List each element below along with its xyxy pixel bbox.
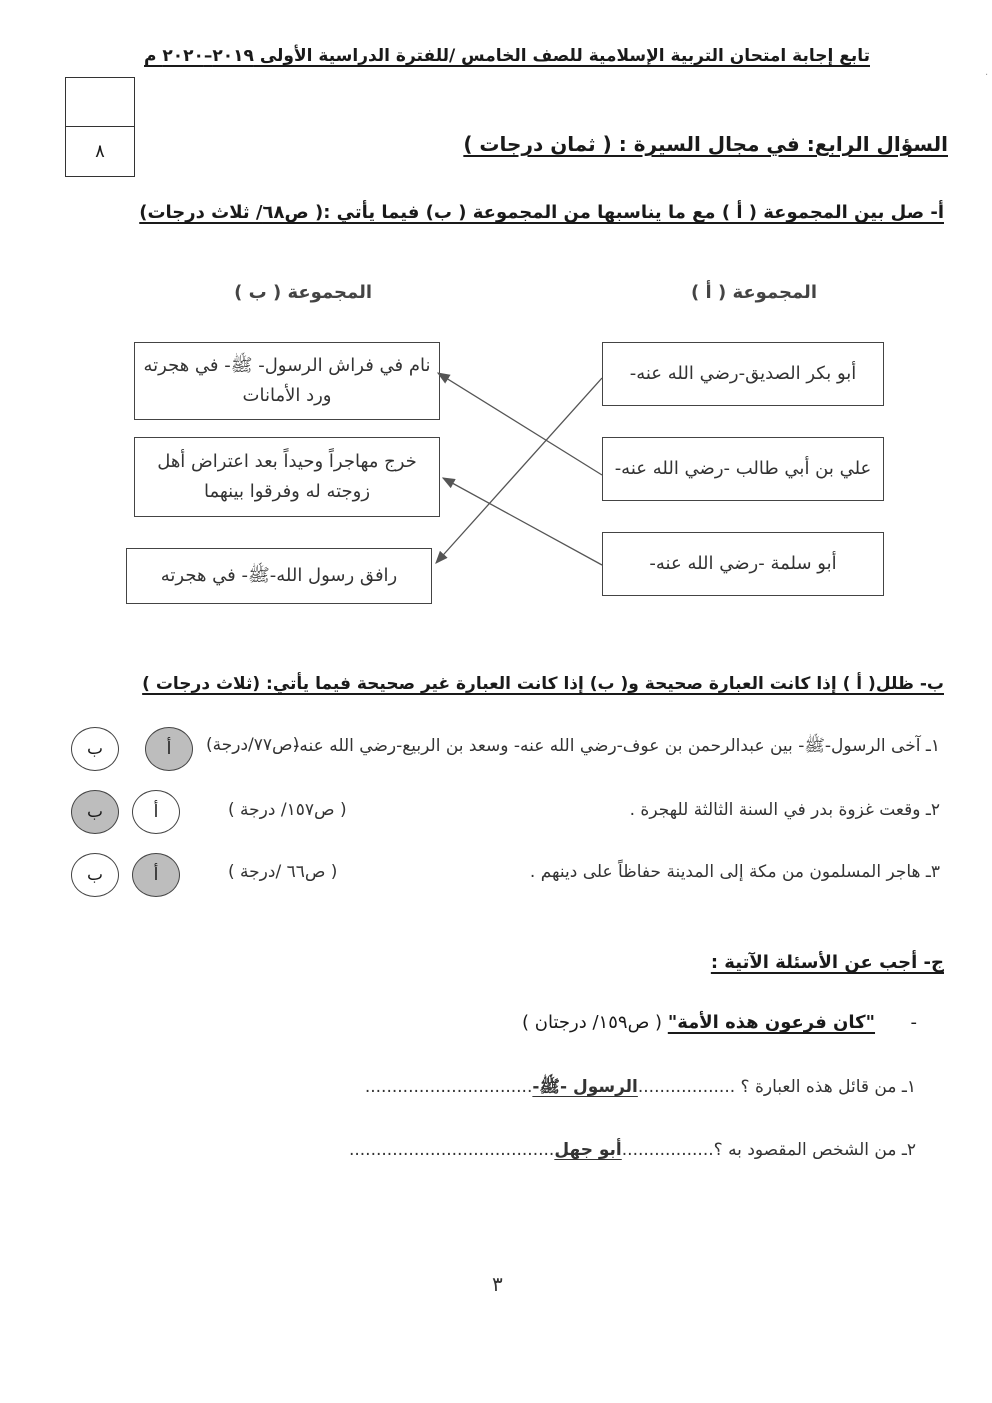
answer-text: الرسول -ﷺ- <box>532 1077 638 1097</box>
group-b-item <box>134 342 440 420</box>
quote-line <box>522 1012 917 1033</box>
match-arrow-3 <box>443 478 602 565</box>
group-b-item <box>126 548 432 604</box>
qa-line-1 <box>365 1076 916 1101</box>
tf-statement-3: ٣ـ هاجر المسلمون من مكة إلى المدينة حفاظاً على دينهم . <box>529 862 940 882</box>
qa-line-2 <box>349 1140 916 1160</box>
part-b-title: ب- ظلل( أ ) إذا كانت العبارة صحيحة و( ب) إذا كانت العبارة غير صحيحة فيما يأتي: (ثلاث درجات ) <box>142 674 944 694</box>
part-a-title: أ- صل بين المجموعة ( أ ) مع ما يناسبها من المجموعة ( ب) فيما يأتي :( ص٦٨/ ثلاث درجات) <box>139 202 944 223</box>
group-a-item-text: علي بن أبي طالب -رضي الله عنه- <box>614 458 872 479</box>
match-arrow-2 <box>438 373 602 475</box>
group-a-item <box>602 532 884 596</box>
answer-dots: ............................... <box>364 1077 533 1097</box>
question-text: ٢ـ من الشخص المقصود به ؟ <box>713 1140 916 1160</box>
answer-text: أبو جهل <box>554 1140 622 1160</box>
quote-text: "كان فرعون هذه الأمة" <box>667 1012 876 1033</box>
page-header-title: تابع إجابة امتحان التربية الإسلامية للصف الخامس /للفترة الدراسية الأولى ٢٠١٩–٢٠٢٠ م <box>144 46 870 66</box>
page-number: ٣ <box>492 1272 503 1296</box>
group-a-item-text: أبو سلمة -رضي الله عنه- <box>649 553 837 574</box>
group-b-item-text: رافق رسول الله-ﷺ- في هجرته <box>160 565 398 586</box>
answer-dots: ...................................... <box>348 1140 555 1160</box>
option-a-circle[interactable]: أ <box>132 790 180 834</box>
quote-dash: - <box>910 1012 917 1033</box>
option-b-circle[interactable]: ب <box>71 727 119 771</box>
tf-statement-1: ١ـ آخى الرسول-ﷺ- بين عبدالرحمن بن عوف-رضي الله عنه- وسعد بن الربيع-رضي الله عنه- <box>293 736 940 756</box>
option-a-circle[interactable]: أ <box>145 727 193 771</box>
answer-dots: ................. <box>621 1140 714 1160</box>
score-box-top <box>66 78 134 127</box>
tf-reference-1: (ص٧٧/درجة) <box>206 735 300 755</box>
score-box <box>65 77 135 177</box>
question-text: ١ـ من قائل هذه العبارة ؟ <box>735 1077 916 1097</box>
group-b-item <box>134 437 440 517</box>
tf-reference-2: ( ص١٥٧/ درجة ) <box>228 800 347 820</box>
quote-reference: ( ص١٥٩/ درجتان ) <box>522 1012 663 1033</box>
group-a-item <box>602 342 884 406</box>
scan-mark: · <box>985 70 989 81</box>
group-b-item-text: نام في فراش الرسول- ﷺ- في هجرته ورد الأمانات <box>143 355 431 406</box>
option-b-circle[interactable]: ب <box>71 853 119 897</box>
tf-statement-2: ٢ـ وقعت غزوة بدر في السنة الثالثة للهجرة . <box>629 800 940 820</box>
group-b-item-text: خرج مهاجراً وحيداً بعد اعتراض أهل زوجته له وفرقوا بينهما <box>157 451 417 502</box>
tf-reference-3: ( ص٦٦ /درجة ) <box>228 862 338 882</box>
option-b-circle[interactable]: ب <box>71 790 119 834</box>
question-title: السؤال الرابع: في مجال السيرة : ( ثمان درجات ) <box>463 132 948 156</box>
answer-dots: .................. <box>637 1077 736 1097</box>
group-a-item <box>602 437 884 501</box>
score-box-value: ٨ <box>95 140 105 162</box>
match-arrow-1 <box>436 378 602 563</box>
group-b-heading: المجموعة ( ب ) <box>234 282 372 303</box>
option-a-circle[interactable]: أ <box>132 853 180 897</box>
part-c-title: ج- أجب عن الأسئلة الآتية : <box>710 952 944 973</box>
group-a-item-text: أبو بكر الصديق-رضي الله عنه- <box>629 363 857 384</box>
group-a-heading: المجموعة ( أ ) <box>691 282 817 303</box>
